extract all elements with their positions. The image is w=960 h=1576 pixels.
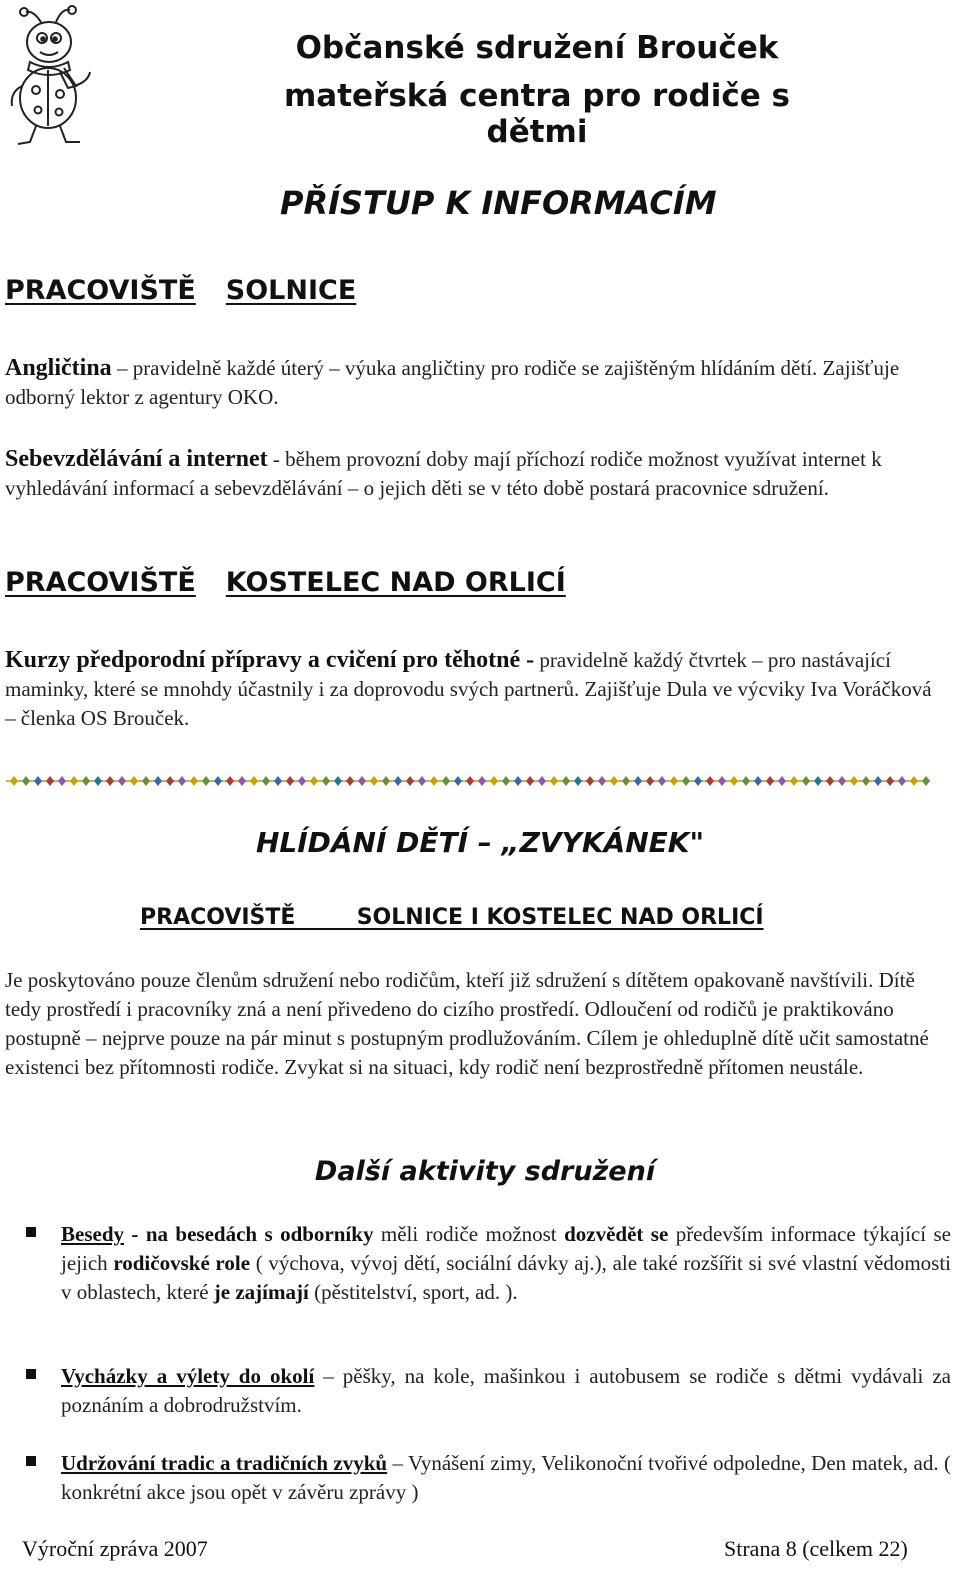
divider-ornament bbox=[718, 776, 726, 786]
divider-ornament bbox=[382, 776, 390, 786]
workplace-heading-solnice bbox=[5, 275, 356, 306]
bullet-text-part: ( výchova, vývoj dětí, sociální dávky aj.), ale také rozšířit si své vlastní vědomosti v oblastech, které bbox=[61, 1251, 951, 1304]
paragraph-text: - během provozní doby mají příchozí rodiče možnost využívat internet k vyhledávání informací a sebevzdělávání – o jejich děti se v této době postará pracovnice sdružení. bbox=[5, 447, 882, 500]
divider-ornament bbox=[754, 776, 762, 786]
divider-ornament bbox=[22, 776, 30, 786]
divider-ornament bbox=[862, 776, 870, 786]
divider-ornament bbox=[886, 776, 894, 786]
divider-ornament bbox=[430, 776, 438, 786]
divider-ornament bbox=[466, 776, 474, 786]
workplace-name: SOLNICE bbox=[225, 275, 357, 306]
bullet-text-part: rodičovské role bbox=[113, 1251, 251, 1275]
workplace-heading-both: PRACOVIŠTĚ SOLNICE I KOSTELEC NAD ORLICÍ bbox=[140, 905, 764, 930]
divider-ornament bbox=[178, 776, 186, 786]
divider-ornament bbox=[226, 776, 234, 786]
divider-ornament bbox=[790, 776, 798, 786]
bullet-text-part: Udržování tradic a tradičních zvyků bbox=[61, 1451, 388, 1475]
divider-ornament bbox=[826, 776, 834, 786]
bullet-text-part: – pěšky, na kole, mašinkou i autobusem se rodiče s dětmi vydávali za poznáním a dobrodružstvím. bbox=[61, 1364, 952, 1417]
workplace-name: KOSTELEC NAD ORLICÍ bbox=[225, 567, 566, 598]
paragraph-text: pravidelně každý čtvrtek – pro nastávající maminky, které se mnohdy účastnily i za doprovodu svých partnerů. Zajišťuje Dula ve výcviky Iva Voráčková – členka OS Brouček. bbox=[5, 648, 932, 730]
divider-ornament bbox=[682, 776, 690, 786]
paragraph-text: – pravidelně každé úterý – výuka angličtiny pro rodiče se zajištěným hlídáním dětí. Zajišťuje odborný lektor z agentury OKO. bbox=[5, 356, 900, 409]
divider-ornament bbox=[214, 776, 222, 786]
divider-ornament bbox=[586, 776, 594, 786]
divider-ornament bbox=[766, 776, 774, 786]
divider-ornament bbox=[130, 776, 138, 786]
divider-ornament bbox=[34, 776, 42, 786]
divider-ornament bbox=[898, 776, 906, 786]
divider-ornament bbox=[706, 776, 714, 786]
divider-ornament bbox=[442, 776, 450, 786]
divider-ornament bbox=[418, 776, 426, 786]
divider-ornament bbox=[742, 776, 750, 786]
bullet-item-besedy bbox=[61, 1220, 951, 1307]
divider-ornament bbox=[598, 776, 606, 786]
divider-ornament bbox=[310, 776, 318, 786]
footer-report-title: Výroční zpráva 2007 bbox=[22, 1536, 208, 1561]
divider-ornament bbox=[298, 776, 306, 786]
divider-ornament bbox=[70, 776, 78, 786]
bullet-square-icon bbox=[26, 1369, 36, 1379]
bullet-text-part: – Vynášení zimy, Velikonoční tvořivé odpoledne, Den matek, ad. ( konkrétní akce jsou opět v závěru zprávy ) bbox=[61, 1451, 951, 1504]
divider-ornament bbox=[106, 776, 114, 786]
bullet-text-part: dozvědět se bbox=[564, 1222, 669, 1246]
divider-ornament bbox=[538, 776, 546, 786]
divider-ornament bbox=[610, 776, 618, 786]
paragraph-english bbox=[5, 354, 935, 412]
bullet-square-icon bbox=[26, 1456, 36, 1466]
divider-ornament bbox=[622, 776, 630, 786]
workplace-label: PRACOVIŠTĚ bbox=[5, 567, 196, 598]
divider-ornament bbox=[46, 776, 54, 786]
divider-ornament bbox=[922, 776, 930, 786]
paragraph-lead: Sebevzdělávání a internet bbox=[5, 446, 268, 472]
divider-ornament bbox=[658, 776, 666, 786]
divider-ornament bbox=[778, 776, 786, 786]
divider-ornament bbox=[322, 776, 330, 786]
divider-ornament bbox=[142, 776, 150, 786]
divider-ornament bbox=[574, 776, 582, 786]
footer-page-number: Strana 8 (celkem 22) bbox=[724, 1536, 908, 1561]
bullet-item-tradice bbox=[61, 1449, 951, 1507]
bullet-text-part: měli rodiče možnost bbox=[373, 1222, 565, 1246]
divider-ornament bbox=[190, 776, 198, 786]
divider-ornament bbox=[838, 776, 846, 786]
divider-ornament bbox=[910, 776, 918, 786]
divider-ornament bbox=[346, 776, 354, 786]
divider-ornament bbox=[490, 776, 498, 786]
divider-ornament bbox=[814, 776, 822, 786]
section-title-babysitting: HLÍDÁNÍ DĚTÍ – „ZVYKÁNEK" bbox=[255, 826, 705, 859]
beetle-mascot-icon bbox=[4, 2, 96, 150]
decorative-divider bbox=[6, 774, 930, 788]
organization-subtitle: mateřská centra pro rodiče s dětmi bbox=[283, 78, 791, 150]
bullet-text-part: (pěstitelství, sport, ad. ). bbox=[308, 1280, 518, 1304]
divider-ornament bbox=[238, 776, 246, 786]
divider-ornament bbox=[202, 776, 210, 786]
divider-ornament bbox=[874, 776, 882, 786]
paragraph-lead: Angličtina bbox=[5, 355, 112, 381]
divider-ornament bbox=[262, 776, 270, 786]
divider-ornament bbox=[334, 776, 342, 786]
section-title-other: Další aktivity sdružení bbox=[314, 1156, 656, 1187]
divider-ornament bbox=[514, 776, 522, 786]
paragraph-babysitting: Je poskytováno pouze členům sdružení nebo rodičům, kteří již sdružení s dítětem opakovaně navštívili. Dítě tedy prostředí i pracovníky zná a není přivedeno do cizího prostředí. Odloučení od rodičů je praktikováno postupně – nejprve pouze na pár minut s postupným prodlužováním. Cílem je ohleduplně dítě učit samostatné existenci bez přítomnosti rodiče. Zvykat si na situaci, kdy rodič není bezprostředně přítomen neustále. bbox=[5, 968, 929, 1079]
divider-ornament bbox=[634, 776, 642, 786]
bullet-square-icon bbox=[26, 1227, 36, 1237]
divider-ornament bbox=[250, 776, 258, 786]
divider-ornament bbox=[802, 776, 810, 786]
divider-ornament bbox=[730, 776, 738, 786]
divider-ornament bbox=[58, 776, 66, 786]
paragraph-prenatal bbox=[5, 646, 935, 733]
divider-ornament bbox=[358, 776, 366, 786]
divider-ornament bbox=[82, 776, 90, 786]
workplace-label: PRACOVIŠTĚ bbox=[5, 275, 196, 306]
bullet-text-part: Besedy bbox=[61, 1222, 124, 1246]
divider-ornament bbox=[562, 776, 570, 786]
divider-ornament bbox=[502, 776, 510, 786]
divider-ornament bbox=[286, 776, 294, 786]
divider-ornament bbox=[370, 776, 378, 786]
bullet-item-vychazky bbox=[61, 1362, 951, 1420]
organization-name: Občanské sdružení Brouček bbox=[295, 30, 779, 66]
divider-ornament bbox=[10, 776, 18, 786]
divider-ornament bbox=[394, 776, 402, 786]
divider-ornament bbox=[118, 776, 126, 786]
divider-ornament bbox=[670, 776, 678, 786]
divider-ornament bbox=[550, 776, 558, 786]
divider-ornament bbox=[154, 776, 162, 786]
workplace-heading-kostelec bbox=[5, 567, 566, 598]
section-title-access: PŘÍSTUP K INFORMACÍM bbox=[280, 184, 717, 222]
bullet-text-part: Vycházky a výlety do okolí bbox=[61, 1364, 315, 1388]
divider-ornament bbox=[850, 776, 858, 786]
bullet-text-part: především informace týkající se jejich bbox=[61, 1222, 951, 1275]
divider-ornament bbox=[478, 776, 486, 786]
bullet-text-part: - na besedách s odborníky bbox=[124, 1222, 374, 1246]
divider-ornament bbox=[406, 776, 414, 786]
divider-ornament bbox=[694, 776, 702, 786]
paragraph-lead: Kurzy předporodní přípravy a cvičení pro těhotné - bbox=[5, 647, 535, 673]
bullet-text-part: je zajímají bbox=[213, 1280, 309, 1304]
divider-ornament bbox=[166, 776, 174, 786]
divider-ornament bbox=[274, 776, 282, 786]
divider-ornament bbox=[526, 776, 534, 786]
divider-ornament bbox=[94, 776, 102, 786]
divider-ornament bbox=[454, 776, 462, 786]
divider-ornament bbox=[646, 776, 654, 786]
paragraph-internet bbox=[5, 445, 935, 503]
